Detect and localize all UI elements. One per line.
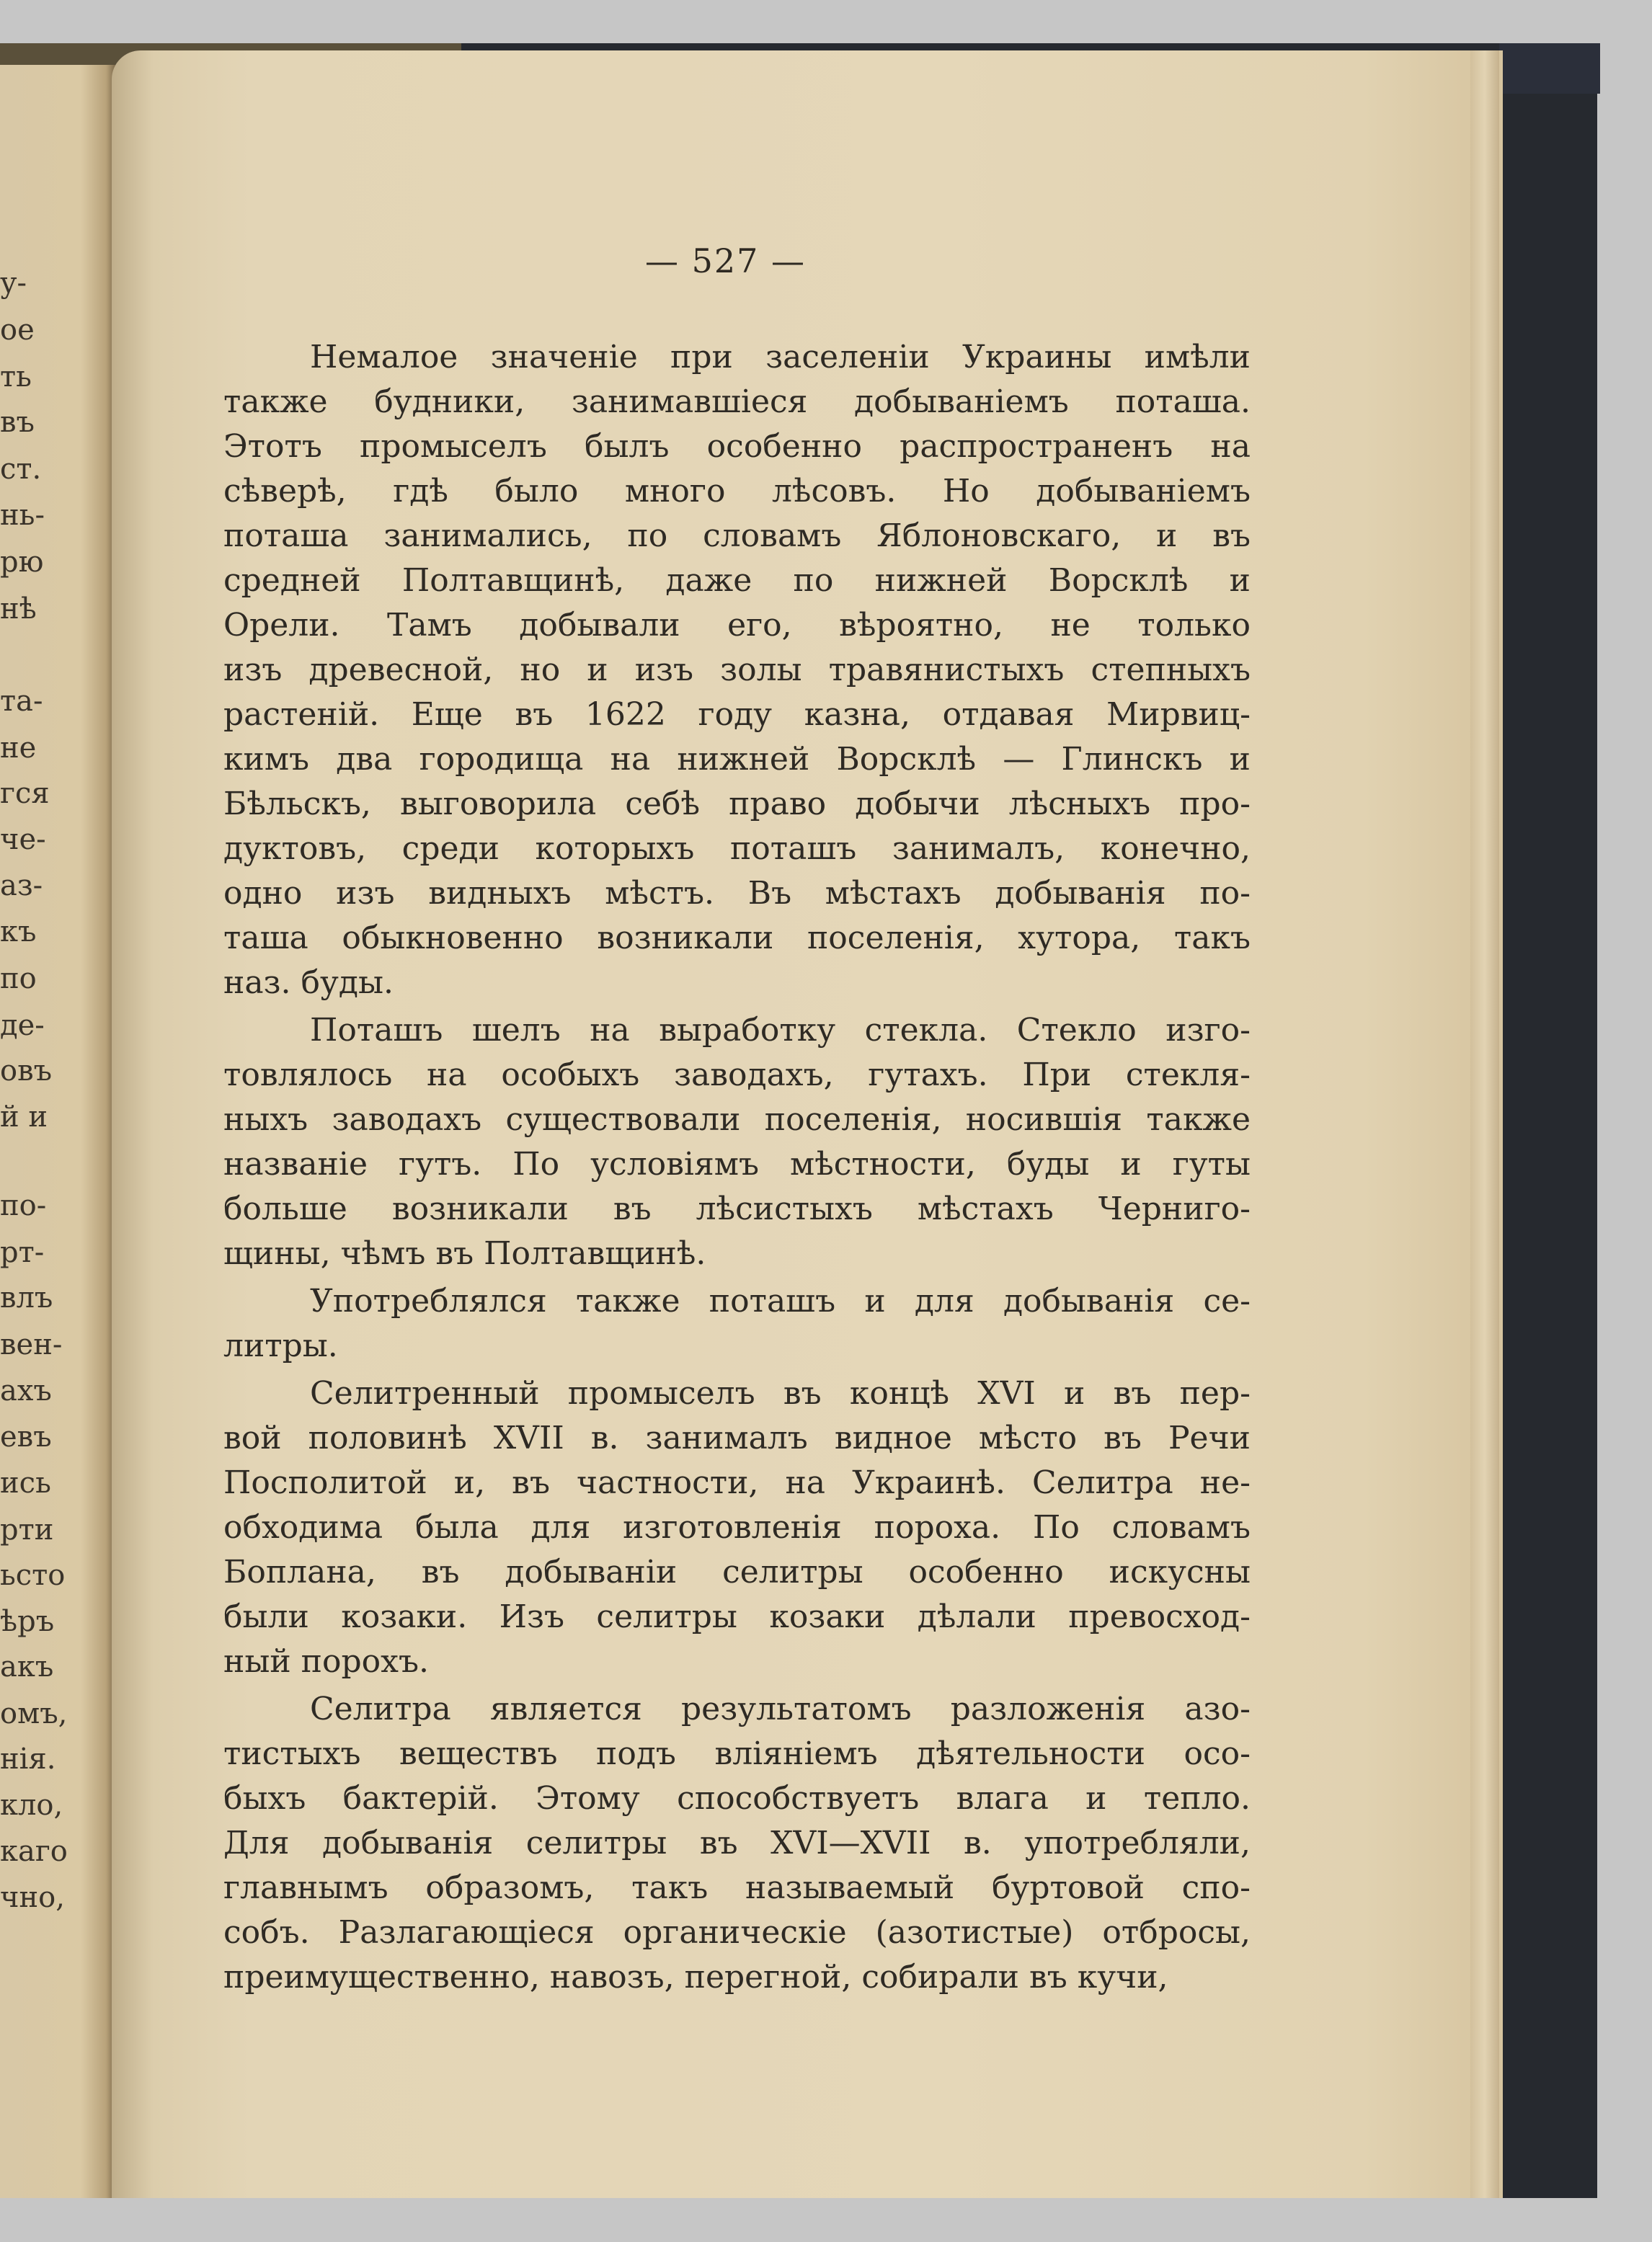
left-page-fragment: овъ — [0, 1054, 53, 1087]
text-line: Поташъ шелъ на выработку стекла. Стекло изго- — [310, 1012, 1251, 1049]
text-line: сѣверѣ, гдѣ было много лѣсовъ. Но добываніемъ — [223, 473, 1251, 510]
text-line: главнымъ образомъ, такъ называемый буртовой спо- — [223, 1869, 1251, 1906]
page-fore-edge — [1470, 50, 1499, 2198]
left-page-fragment: ст. — [0, 453, 42, 486]
text-line: ныхъ заводахъ существовали поселенія, носившія также — [223, 1101, 1251, 1138]
scan-backdrop-corner — [1499, 43, 1600, 94]
text-line: дуктовъ, среди которыхъ поташъ занималъ, конечно, — [223, 830, 1251, 867]
left-page-fragment: ись — [0, 1467, 51, 1500]
text-line: литры. — [223, 1327, 338, 1364]
text-line: также будники, занимавшіеся добываніемъ поташа. — [223, 383, 1251, 420]
text-line: щины, чѣмъ въ Полтавщинѣ. — [223, 1235, 706, 1272]
text-line: Селитра является результатомъ разложенія азо- — [310, 1691, 1251, 1727]
text-line: Употреблялся также поташъ и для добыванія се- — [310, 1283, 1251, 1320]
left-page-fragment: рю — [0, 546, 44, 579]
left-page-fragment: че- — [0, 823, 46, 856]
text-line: растеній. Еще въ 1622 году казна, отдавая Мирвиц- — [223, 696, 1251, 733]
left-page-fragment: де- — [0, 1009, 45, 1042]
left-page-fragment: та- — [0, 685, 43, 718]
main-page — [112, 50, 1503, 2198]
text-line: средней Полтавщинѣ, даже по нижней Ворсклѣ и — [223, 562, 1251, 599]
text-line: названіе гутъ. По условіямъ мѣстности, буды и гуты — [223, 1146, 1251, 1183]
left-page-fragment: влъ — [0, 1281, 53, 1314]
text-line: Боплана, въ добываніи селитры особенно искусны — [223, 1554, 1251, 1591]
left-page-fragment: по- — [0, 1189, 47, 1222]
left-page-fragment: ое — [0, 313, 35, 347]
text-line: одно изъ видныхъ мѣстъ. Въ мѣстахъ добыванія по- — [223, 875, 1251, 912]
text-line: ный порохъ. — [223, 1643, 429, 1680]
left-page-fragment: рт- — [0, 1236, 45, 1269]
text-line: кимъ два городища на нижней Ворсклѣ — Глинскъ и — [223, 741, 1251, 778]
text-line: изъ древесной, но и изъ золы травянистыхъ степныхъ — [223, 651, 1251, 688]
text-line: быхъ бактерій. Этому способствуетъ влага и тепло. — [223, 1780, 1251, 1817]
text-line: были козаки. Изъ селитры козаки дѣлали превосход- — [223, 1598, 1251, 1635]
left-page-fragment: нія. — [0, 1743, 56, 1776]
text-line: Для добыванія селитры въ XVI—XVII в. употребляли, — [223, 1825, 1251, 1861]
left-page-fragment: ть — [0, 360, 32, 393]
page-number-text: — 527 — — [645, 241, 807, 280]
text-line: вой половинѣ XVII в. занималъ видное мѣсто въ Речи — [223, 1420, 1251, 1456]
left-page-fragment: акъ — [0, 1650, 54, 1683]
left-page-fragment: у- — [0, 267, 27, 300]
left-page-fragment: къ — [0, 915, 37, 948]
left-page-fragment: аз- — [0, 869, 43, 902]
text-line: Селитренный промыселъ въ концѣ XVI и въ пер- — [310, 1375, 1251, 1412]
text-line: Бѣльскъ, выговорила себѣ право добычи лѣсныхъ про- — [223, 786, 1251, 822]
text-line: больше возникали въ лѣсистыхъ мѣстахъ Черниго- — [223, 1191, 1251, 1227]
left-page-fragment: въ — [0, 406, 35, 439]
left-page-fragment: по — [0, 962, 37, 995]
text-line: наз. буды. — [223, 964, 394, 1001]
left-page-fragment: омъ, — [0, 1697, 68, 1730]
left-page-fragment: ьсто — [0, 1559, 66, 1592]
text-line: собъ. Разлагающіеся органическіе (азотистые) отбросы, — [223, 1914, 1251, 1951]
text-line: обходима была для изготовленія пороха. По словамъ — [223, 1509, 1251, 1546]
text-line: Немалое значеніе при заселеніи Украины имѣли — [310, 339, 1251, 375]
left-page-fragment: ѣръ — [0, 1605, 55, 1638]
left-page-fragment: й и — [0, 1100, 48, 1134]
text-line: Посполитой и, въ частности, на Украинѣ. Селитра не- — [223, 1464, 1251, 1501]
left-page-fragment: кло, — [0, 1789, 63, 1822]
text-line: преимущественно, навозъ, перегной, собирали въ кучи, — [223, 1959, 1168, 1996]
left-page-fragment: вен- — [0, 1328, 63, 1361]
left-page-fragment: нь- — [0, 499, 45, 532]
text-line: таша обыкновенно возникали поселенія, хутора, такъ — [223, 920, 1251, 956]
left-page-fragment: рти — [0, 1513, 54, 1547]
text-line: тистыхъ веществъ подъ вліяніемъ дѣятельности осо- — [223, 1735, 1251, 1772]
left-page-fragment: нѣ — [0, 592, 37, 626]
left-page-fragment: чно, — [0, 1881, 65, 1914]
left-page-fragment: гся — [0, 777, 50, 810]
left-page-fragment: ахъ — [0, 1374, 52, 1407]
left-page-fragment: не — [0, 731, 37, 765]
text-line: поташа занимались, по словамъ Яблоновскаго, и въ — [223, 517, 1251, 554]
left-page-fragment: евъ — [0, 1420, 52, 1454]
text-line: Орели. Тамъ добывали его, вѣроятно, не только — [223, 607, 1251, 644]
text-line: товлялось на особыхъ заводахъ, гутахъ. При стекля- — [223, 1057, 1251, 1093]
left-page-fragment: каго — [0, 1835, 68, 1868]
text-line: Этотъ промыселъ былъ особенно распространенъ на — [223, 428, 1251, 465]
